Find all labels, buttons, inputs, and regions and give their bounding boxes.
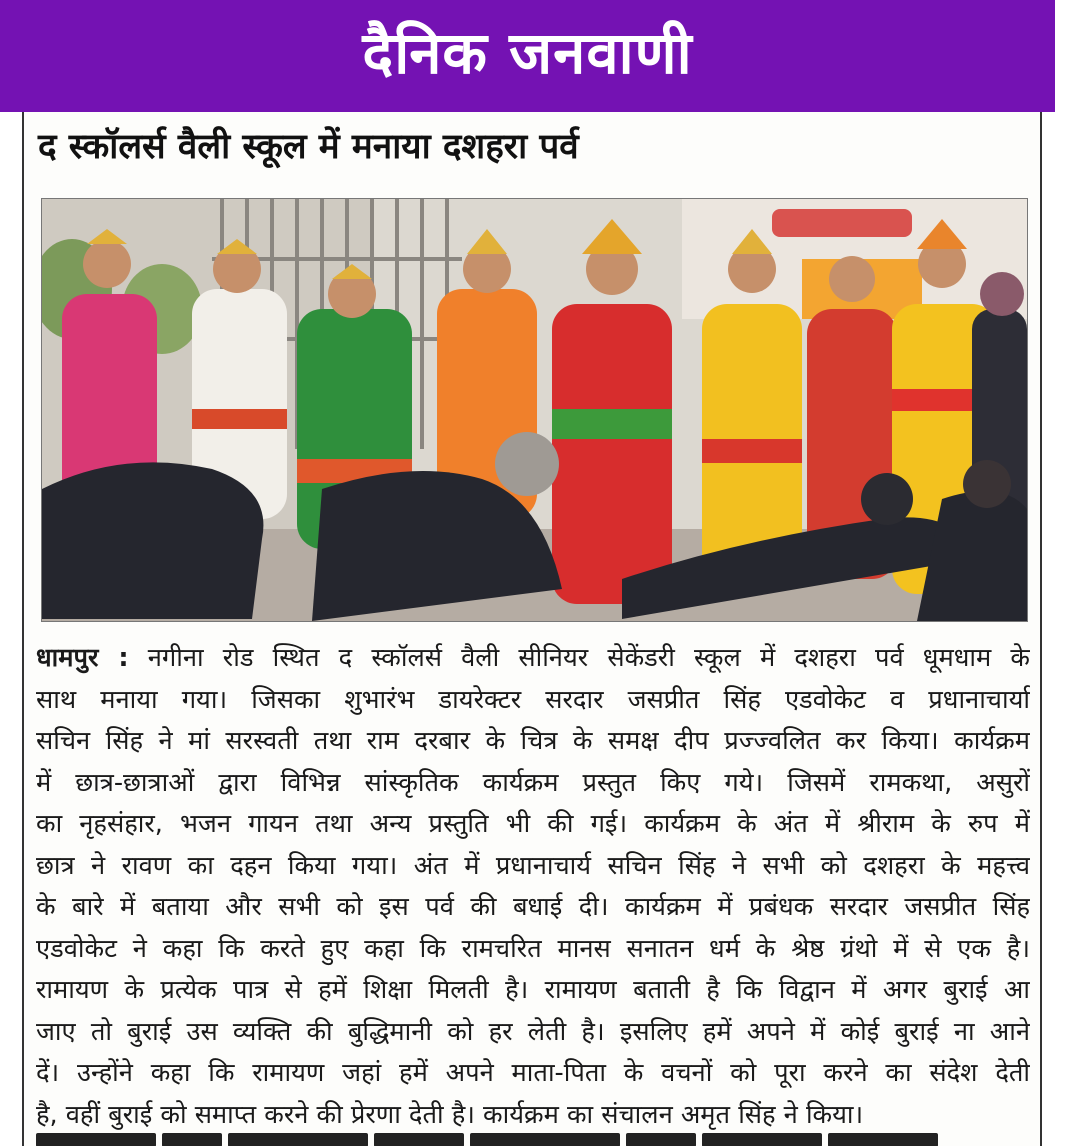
article-line-text: नगीना रोड स्थित द स्कॉलर्स वैली सीनियर सेकेंडरी स्कूल में दशहरा पर्व धूमधाम के	[147, 643, 1030, 673]
article-line: छात्र ने रावण का दहन किया गया। अंत में प्रधानाचार्य सचिन सिंह ने सभी को दशहरा के महत्त्व	[36, 850, 1030, 881]
masthead	[0, 0, 1055, 112]
article-line: का नृहसंहार, भजन गायन तथा अन्य प्रस्तुति भी की गई। कार्यक्रम के अंत में श्रीराम के रुप में	[36, 809, 1030, 839]
cropped-next-headline	[36, 1132, 1026, 1146]
article-line: के बारे में बताया और सभी को इस पर्व की बधाई दी। कार्यक्रम में प्रबंधक सरदार जसप्रीत सिंह	[36, 892, 1030, 922]
article-line: रामायण के प्रत्येक पात्र से हमें शिक्षा मिलती है। रामायण बताती है कि विद्वान में अगर बुराई आ	[36, 975, 1030, 1005]
article-body	[36, 638, 1030, 1136]
article-line: दें। उन्होंने कहा कि रामायण जहां हमें अपने माता-पिता के वचनों को पूरा करने का संदेश देती	[36, 1058, 1030, 1088]
news-clipping	[22, 112, 1042, 1146]
article-line: सचिन सिंह ने मां सरस्वती तथा राम दरबार के चित्र के समक्ष दीप प्रज्ज्वलित कर किया। कार्यक्रम	[36, 726, 1030, 756]
article-line: साथ मनाया गया। जिसका शुभारंभ डायरेक्टर सरदार जसप्रीत सिंह एडवोकेट व प्रधानाचार्या	[36, 684, 1030, 715]
article-headline: द स्कॉलर्स वैली स्कूल में मनाया दशहरा पर्व	[38, 127, 579, 167]
school-dussehra-performance-photo-icon	[42, 199, 1027, 621]
article-line: है, वहीं बुराई को समाप्त करने की प्रेरणा देती है। कार्यक्रम का संचालन अमृत सिंह ने किया।	[36, 1099, 864, 1130]
article-line	[36, 638, 1030, 680]
newspaper-title: दैनिक जनवाणी	[362, 19, 693, 87]
article-photo	[41, 198, 1028, 622]
article-dateline: धामपुर :	[36, 643, 129, 673]
article-line: में छात्र-छात्राओं द्वारा विभिन्न सांस्कृतिक कार्यक्रम प्रस्तुत किए गये। जिसमें रामकथा, असुरों	[36, 767, 1030, 798]
article-line: एडवोकेट ने कहा कि करते हुए कहा कि रामचरित मानस सनातन धर्म के श्रेष्ठ ग्रंथो में से एक है।	[36, 933, 1030, 964]
article-line: जाए तो बुराई उस व्यक्ति की बुद्धिमानी को हर लेती है। इसलिए हमें अपने में कोई बुराई ना आने	[36, 1016, 1030, 1047]
